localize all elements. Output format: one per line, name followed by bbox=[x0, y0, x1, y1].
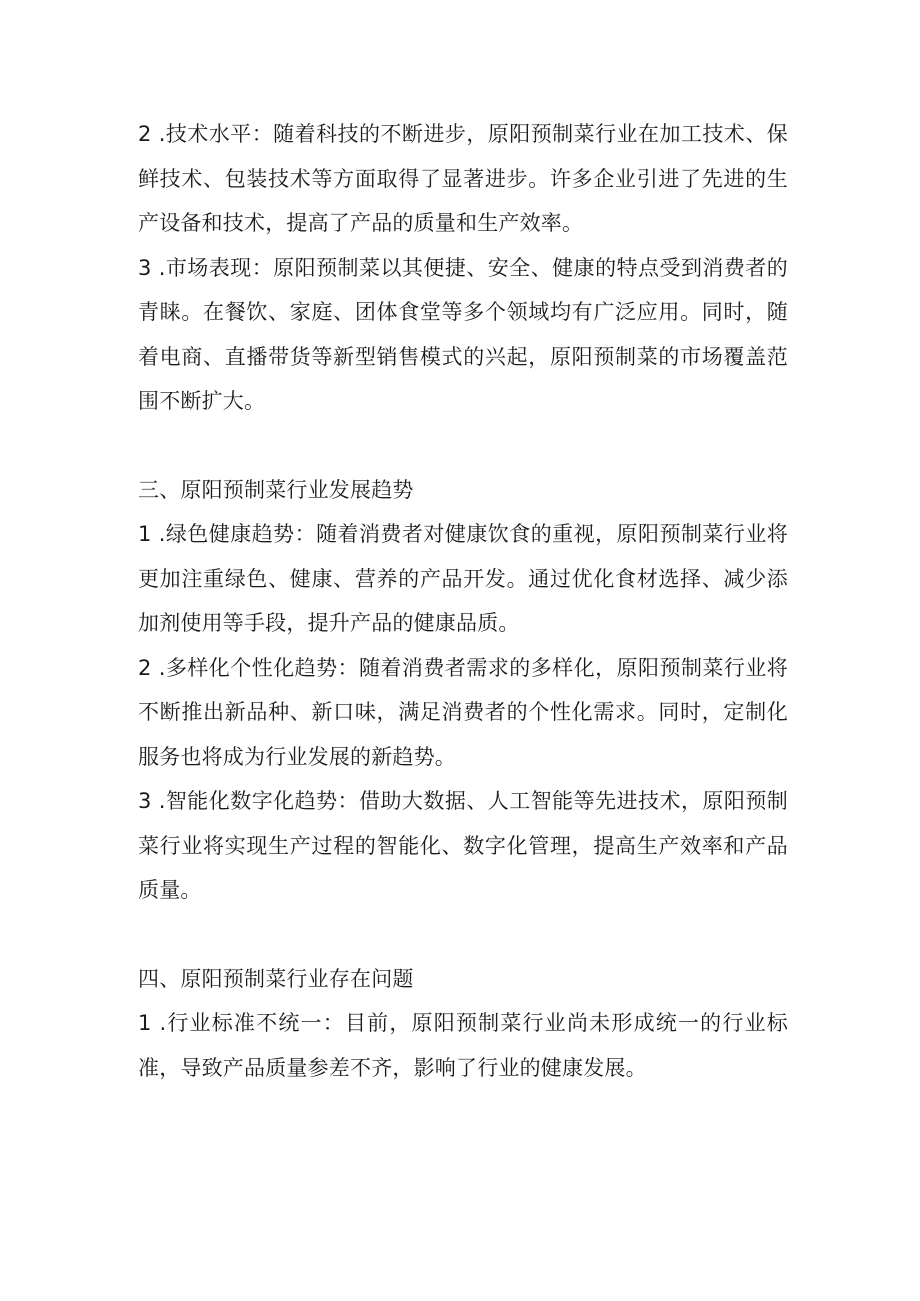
section-spacer bbox=[138, 424, 788, 468]
paragraph-diversification-trend: 2 .多样化个性化趋势：随着消费者需求的多样化，原阳预制菜行业将不断推出新品种、新口味，满足消费者的个性化需求。同时，定制化服务也将成为行业发展的新趋势。 bbox=[138, 655, 788, 769]
paragraph-market-performance: 3 .市场表现：原阳预制菜以其便捷、安全、健康的特点受到消费者的青睐。在餐饮、家庭、团体食堂等多个领域均有广泛应用。同时，随着电商、直播带货等新型销售模式的兴起，原阳预制菜的市场覆盖范围不断扩大。 bbox=[138, 255, 788, 413]
section-spacer bbox=[138, 913, 788, 957]
paragraph-technology-level: 2 .技术水平：随着科技的不断进步，原阳预制菜行业在加工技术、保鲜技术、包装技术等方面取得了显著进步。许多企业引进了先进的生产设备和技术，提高了产品的质量和生产效率。 bbox=[138, 122, 788, 235]
paragraph-standards-problem: 1 .行业标准不统一：目前，原阳预制菜行业尚未形成统一的行业标准，导致产品质量参差不齐，影响了行业的健康发展。 bbox=[138, 1011, 788, 1080]
section-heading-trends: 三、原阳预制菜行业发展趋势 bbox=[138, 477, 414, 502]
document-body bbox=[138, 112, 788, 1090]
paragraph-green-health-trend: 1 .绿色健康趋势：随着消费者对健康饮食的重视，原阳预制菜行业将更加注重绿色、健康、营养的产品开发。通过优化食材选择、减少添加剂使用等手段，提升产品的健康品质。 bbox=[138, 522, 788, 635]
section-heading-problems: 四、原阳预制菜行业存在问题 bbox=[138, 966, 414, 991]
paragraph-digitalization-trend: 3 .智能化数字化趋势：借助大数据、人工智能等先进技术，原阳预制菜行业将实现生产过程的智能化、数字化管理，提高生产效率和产品质量。 bbox=[138, 789, 788, 902]
